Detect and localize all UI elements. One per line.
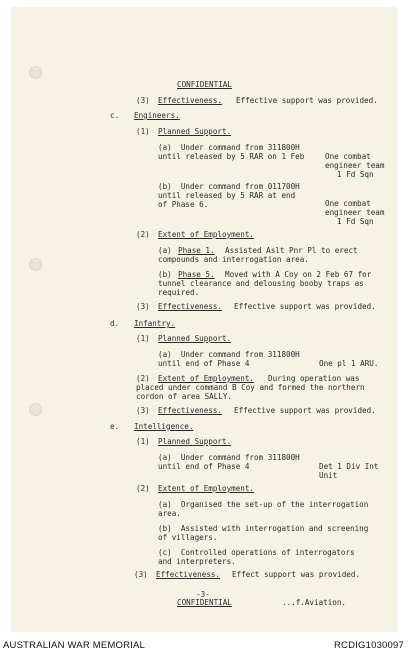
item-label: Effectiveness. <box>156 570 221 579</box>
section-title: Intelligence. <box>134 422 194 431</box>
text-line: compounds and interrogation area. <box>158 255 309 264</box>
text-line: (b) <box>158 270 172 279</box>
text-line: (b) Assisted with interrogation and screening <box>158 524 369 533</box>
document-page <box>12 8 396 632</box>
text-line: During operation was <box>268 374 360 383</box>
item-text: Effective support was provided. <box>234 302 376 311</box>
text-line: cordon of area SALLY. <box>136 392 233 401</box>
item-number: (1) <box>136 127 150 136</box>
text-line: (a) Under command from 311800H <box>158 453 300 462</box>
text-line: Moved with A Coy on 2 Feb 67 for <box>225 270 372 279</box>
section-title: Infantry. <box>134 319 176 328</box>
text-line: (a) <box>158 246 172 255</box>
item-label: Planned Support. <box>158 334 232 343</box>
text-line: of villagers. <box>158 533 218 542</box>
item-label: Phase 1. <box>178 246 215 255</box>
text-line: 1 Fd Sqn <box>337 170 374 179</box>
text-line: and interpreters. <box>158 557 236 566</box>
text-line: until end of Phase 4 <box>158 359 250 368</box>
punch-hole <box>29 403 42 416</box>
text-line: One combat <box>325 199 371 208</box>
section-letter: e. <box>110 422 120 431</box>
continuation-note: ...f.Aviation. <box>282 598 347 607</box>
text-line: engineer team <box>325 208 385 217</box>
item-label: Planned Support. <box>158 437 232 446</box>
text-line: (b) Under command from 011700H <box>158 182 300 191</box>
item-text: Effective support was provided. <box>236 96 378 105</box>
archive-id: RCDIG1030097 <box>334 640 404 651</box>
text-line: until end of Phase 4 <box>158 462 250 471</box>
item-number: (3) <box>134 570 148 579</box>
item-number: (3) <box>136 406 150 415</box>
item-label: Planned Support. <box>158 127 232 136</box>
text-line: placed under command B Coy and formed the northern <box>136 383 365 392</box>
text-line: until released by 5 RAR at end <box>158 191 296 200</box>
item-number: (2) <box>136 230 150 239</box>
text-line: One combat <box>325 152 371 161</box>
punch-hole <box>29 258 42 271</box>
page-number: -3- <box>196 590 210 599</box>
text-line: Det 1 Div Int <box>319 462 379 471</box>
section-letter: c. <box>110 111 120 120</box>
text-line: area. <box>158 509 181 518</box>
item-number: (1) <box>136 334 150 343</box>
item-label: Phase 5. <box>178 270 215 279</box>
archive-name: AUSTRALIAN WAR MEMORIAL <box>3 640 146 651</box>
item-number: (3) <box>136 302 150 311</box>
item-number: (3) <box>136 96 150 105</box>
text-line: until released by 5 RAR on 1 Feb <box>158 152 305 161</box>
item-number: (2) <box>136 484 150 493</box>
item-label: Extent of Employment. <box>158 374 255 383</box>
text-line: tunnel clearance and delousing booby traps as <box>158 279 364 288</box>
text-line: (a) Under command from 311800H <box>158 143 300 152</box>
archive-footer <box>0 632 408 654</box>
text-line: (c) Controlled operations of interrogators <box>158 548 355 557</box>
section-letter: d. <box>110 319 120 328</box>
punch-hole <box>29 66 42 79</box>
text-line: (a) Under command from 311800H <box>158 350 300 359</box>
section-title: Engineers. <box>134 111 180 120</box>
item-label: Effectiveness. <box>158 302 223 311</box>
text-line: (a) Organised the set-up of the interrogation <box>158 500 369 509</box>
item-label: Extent of Employment. <box>158 230 255 239</box>
text-line: One pl 1 ARU. <box>319 359 379 368</box>
text-line: engineer team <box>325 161 385 170</box>
text-line: 1 Fd Sqn <box>337 217 374 226</box>
confidential-header: CONFIDENTIAL <box>177 80 232 89</box>
item-label: Extent of Employment. <box>158 484 255 493</box>
text-line: required. <box>158 288 200 297</box>
text-line: Unit <box>319 471 338 480</box>
item-label: Effectiveness. <box>158 406 223 415</box>
item-text: Effect support was provided. <box>232 570 361 579</box>
item-number: (2) <box>136 374 150 383</box>
item-label: Effectiveness. <box>158 96 223 105</box>
text-line: Assisted Aslt Pnr Pl to erect <box>225 246 358 255</box>
item-text: Effective support was provided. <box>234 406 376 415</box>
item-number: (1) <box>136 437 150 446</box>
confidential-footer: CONFIDENTIAL <box>177 598 232 607</box>
text-line: of Phase 6. <box>158 200 209 209</box>
